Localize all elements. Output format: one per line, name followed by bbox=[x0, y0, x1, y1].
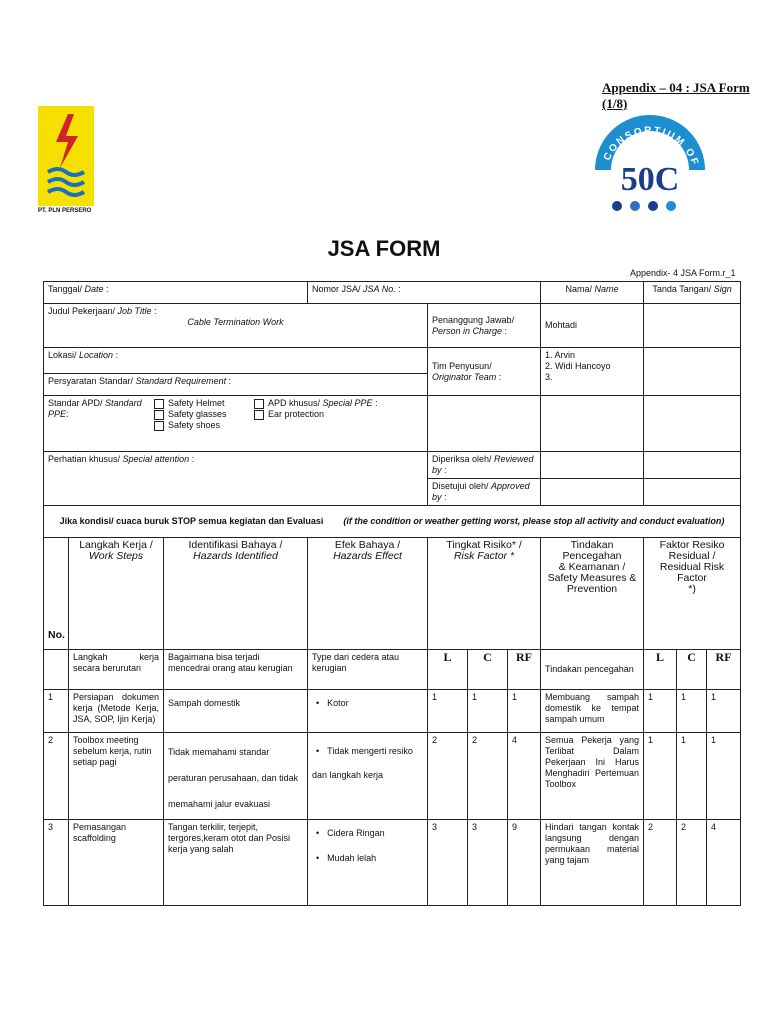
appendix-header: Appendix – 04 : JSA Form (1/8) bbox=[602, 80, 750, 111]
col-risk: Tingkat Risiko* / Risk Factor * bbox=[428, 538, 541, 650]
stop-notice: Jika kondisi/ cuaca buruk STOP semua kegiatan dan Evaluasi (if the condition or weather getting worst, please stop all activity and conduct evaluation) bbox=[44, 506, 741, 538]
originator-sign[interactable] bbox=[644, 348, 741, 396]
consortium-logo bbox=[595, 110, 705, 215]
appendix-ref: Appendix- 4 JSA Form.r_1 bbox=[630, 268, 736, 278]
risk-c-header: C bbox=[468, 650, 508, 690]
originator-names: 1. Arvin 2. Widi Hancoyo 3. bbox=[541, 348, 644, 396]
col-steps: Langkah Kerja / Work Steps bbox=[69, 538, 164, 650]
col-no: No. bbox=[44, 538, 69, 650]
std-req-field[interactable]: Persyaratan Standar/ Standard Requirement : bbox=[44, 374, 428, 396]
desc-steps: Langkah kerja secara berurutan bbox=[69, 650, 164, 690]
jsa-no-field[interactable]: Nomor JSA/ JSA No. : bbox=[308, 282, 541, 304]
ppe-checkbox[interactable] bbox=[154, 421, 164, 431]
desc-measures: Tindakan pencegahan bbox=[541, 650, 644, 690]
special-attention-field[interactable]: Perhatian khusus/ Special attention : bbox=[44, 452, 428, 506]
sign-header: Tanda Tangan/ Sign bbox=[644, 282, 741, 304]
job-title-field[interactable]: Judul Pekerjaan/ Job Title : Cable Termination Work bbox=[44, 304, 428, 348]
page-title: JSA FORM bbox=[327, 236, 441, 261]
special-ppe-checkbox[interactable] bbox=[254, 399, 264, 409]
ppe-field: Standar APD/ Standard PPE: Safety Helmet Safety glasses Safety shoes APD khusus/ Special PPE : Ear protection bbox=[44, 396, 428, 452]
pic-name: Mohtadi bbox=[541, 304, 644, 348]
pic-sign[interactable] bbox=[644, 304, 741, 348]
jsa-form-table bbox=[43, 281, 741, 906]
consortium-text: CONSORTIUM OF bbox=[601, 125, 701, 168]
residual-l-header: L bbox=[644, 650, 677, 690]
risk-rf-header: RF bbox=[508, 650, 541, 690]
originator-label: Tim Penyusun/ Originator Team : bbox=[428, 348, 541, 396]
approved-by-label: Disetujui oleh/ Approved by : bbox=[428, 479, 541, 506]
col-measures: Tindakan Pencegahan & Keamanan / Safety Measures & Prevention bbox=[541, 538, 644, 650]
table-row: 2 Toolbox meeting sebelum kerja, rutin setiap pagi Tidak memahami standar peraturan perusahaan, dan tidak memahami jalur evakuasi • Tidak mengerti resiko dan langkah kerja 2 2 4 Semua Pekerja yang Terlibat Dalam Pekerjaan Ini Harus Menghadiri Pertemuan Toolbox 1 1 1 bbox=[44, 733, 741, 820]
col-effect: Efek Bahaya / Hazards Effect bbox=[308, 538, 428, 650]
table-row: 3 Pemasangan scaffolding Tangan terkilir, terjepit, tergores,keram otot dan Posisi kerja yang salah • Cidera Ringan • Mudah lelah 3 3 9 Hindari tangan kontak langsung dengan permukaan material yang tajam 2 2 4 bbox=[44, 820, 741, 906]
name-header: Nama/ Name bbox=[541, 282, 644, 304]
risk-l-header: L bbox=[428, 650, 468, 690]
table-row: 1 Persiapan dokumen kerja (Metode Kerja, JSA, SOP, Ijin Kerja) Sampah domestik • Kotor 1 1 1 Membuang sampah domestik ke tempat sampah umum 1 1 1 bbox=[44, 690, 741, 733]
pln-logo bbox=[38, 106, 94, 218]
residual-c-header: C bbox=[677, 650, 707, 690]
location-field[interactable]: Lokasi/ Location : bbox=[44, 348, 428, 374]
pln-logo-text: PT. PLN PERSERO bbox=[38, 208, 92, 214]
ppe-checkbox[interactable] bbox=[154, 399, 164, 409]
desc-hazards: Bagaimana bisa terjadi mencedrai orang atau kerugian bbox=[164, 650, 308, 690]
ear-protection-checkbox[interactable] bbox=[254, 410, 264, 420]
pic-label: Penanggung Jawab/ Person in Charge : bbox=[428, 304, 541, 348]
col-hazards: Identifikasi Bahaya / Hazards Identified bbox=[164, 538, 308, 650]
consortium-number: 50C bbox=[620, 161, 680, 198]
ppe-checkbox[interactable] bbox=[154, 410, 164, 420]
date-field[interactable]: Tanggal/ Date : bbox=[44, 282, 308, 304]
desc-effect: Type dari cedera atau kerugian bbox=[308, 650, 428, 690]
reviewed-by-label: Diperiksa oleh/ Reviewed by : bbox=[428, 452, 541, 479]
col-residual: Faktor Resiko Residual / Residual Risk Factor *) bbox=[644, 538, 741, 650]
residual-rf-header: RF bbox=[707, 650, 741, 690]
